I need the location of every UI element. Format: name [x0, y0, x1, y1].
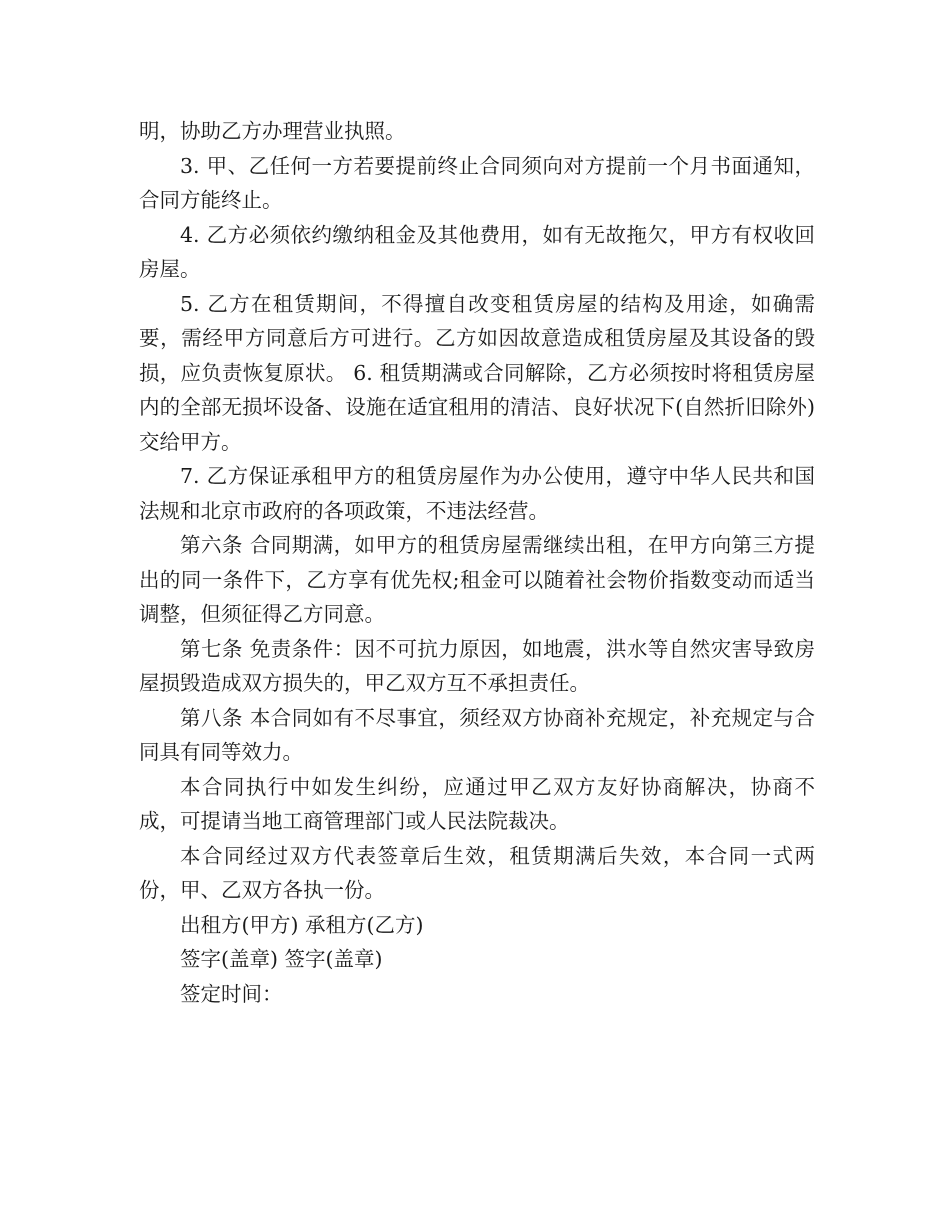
paragraph-article-8: 第八条 本合同如有不尽事宜，须经双方协商补充规定，补充规定与合同具有同等效力。	[139, 705, 815, 764]
paragraph-clause-4: 4. 乙方必须依约缴纳租金及其他费用，如有无故拖欠，甲方有权收回房屋。	[139, 222, 815, 281]
paragraph-clause-3: 3. 甲、乙任何一方若要提前终止合同须向对方提前一个月书面通知，合同方能终止。	[139, 153, 815, 212]
paragraph-effect: 本合同经过双方代表签章后生效，租赁期满后失效，本合同一式两份，甲、乙双方各执一份。	[139, 843, 815, 902]
paragraph-continuation: 明，协助乙方办理营业执照。	[139, 119, 406, 143]
document-body	[139, 114, 815, 1011]
signature-parties: 出租方(甲方) 承租方(乙方)	[180, 912, 424, 937]
paragraph-dispute: 本合同执行中如发生纠纷，应通过甲乙双方友好协商解决，协商不成，可提请当地工商管理部门或人民法院裁决。	[139, 774, 815, 833]
paragraph-clause-5-6: 5. 乙方在租赁期间，不得擅自改变租赁房屋的结构及用途，如确需要，需经甲方同意后方可进行。乙方如因故意造成租赁房屋及其设备的毁损，应负责恢复原状。 6. 租赁期满或合同解除，乙方必须按时将租赁房屋内的全部无损坏设备、设施在适宜租用的清洁、良好状况下(自然折旧除外)交给甲方。	[139, 291, 815, 454]
signature-date: 签定时间：	[180, 981, 283, 1006]
paragraph-article-6: 第六条 合同期满，如甲方的租赁房屋需继续出租，在甲方向第三方提出的同一条件下，乙方享有优先权;租金可以随着社会物价指数变动而适当调整，但须征得乙方同意。	[139, 533, 815, 626]
paragraph-article-7: 第七条 免责条件：因不可抗力原因，如地震，洪水等自然灾害导致房屋损毁造成双方损失的，甲乙双方互不承担责任。	[139, 636, 815, 695]
signature-seal: 签字(盖章) 签字(盖章)	[180, 947, 383, 971]
paragraph-clause-7: 7. 乙方保证承租甲方的租赁房屋作为办公使用，遵守中华人民共和国法规和北京市政府的各项政策，不违法经营。	[139, 464, 815, 523]
